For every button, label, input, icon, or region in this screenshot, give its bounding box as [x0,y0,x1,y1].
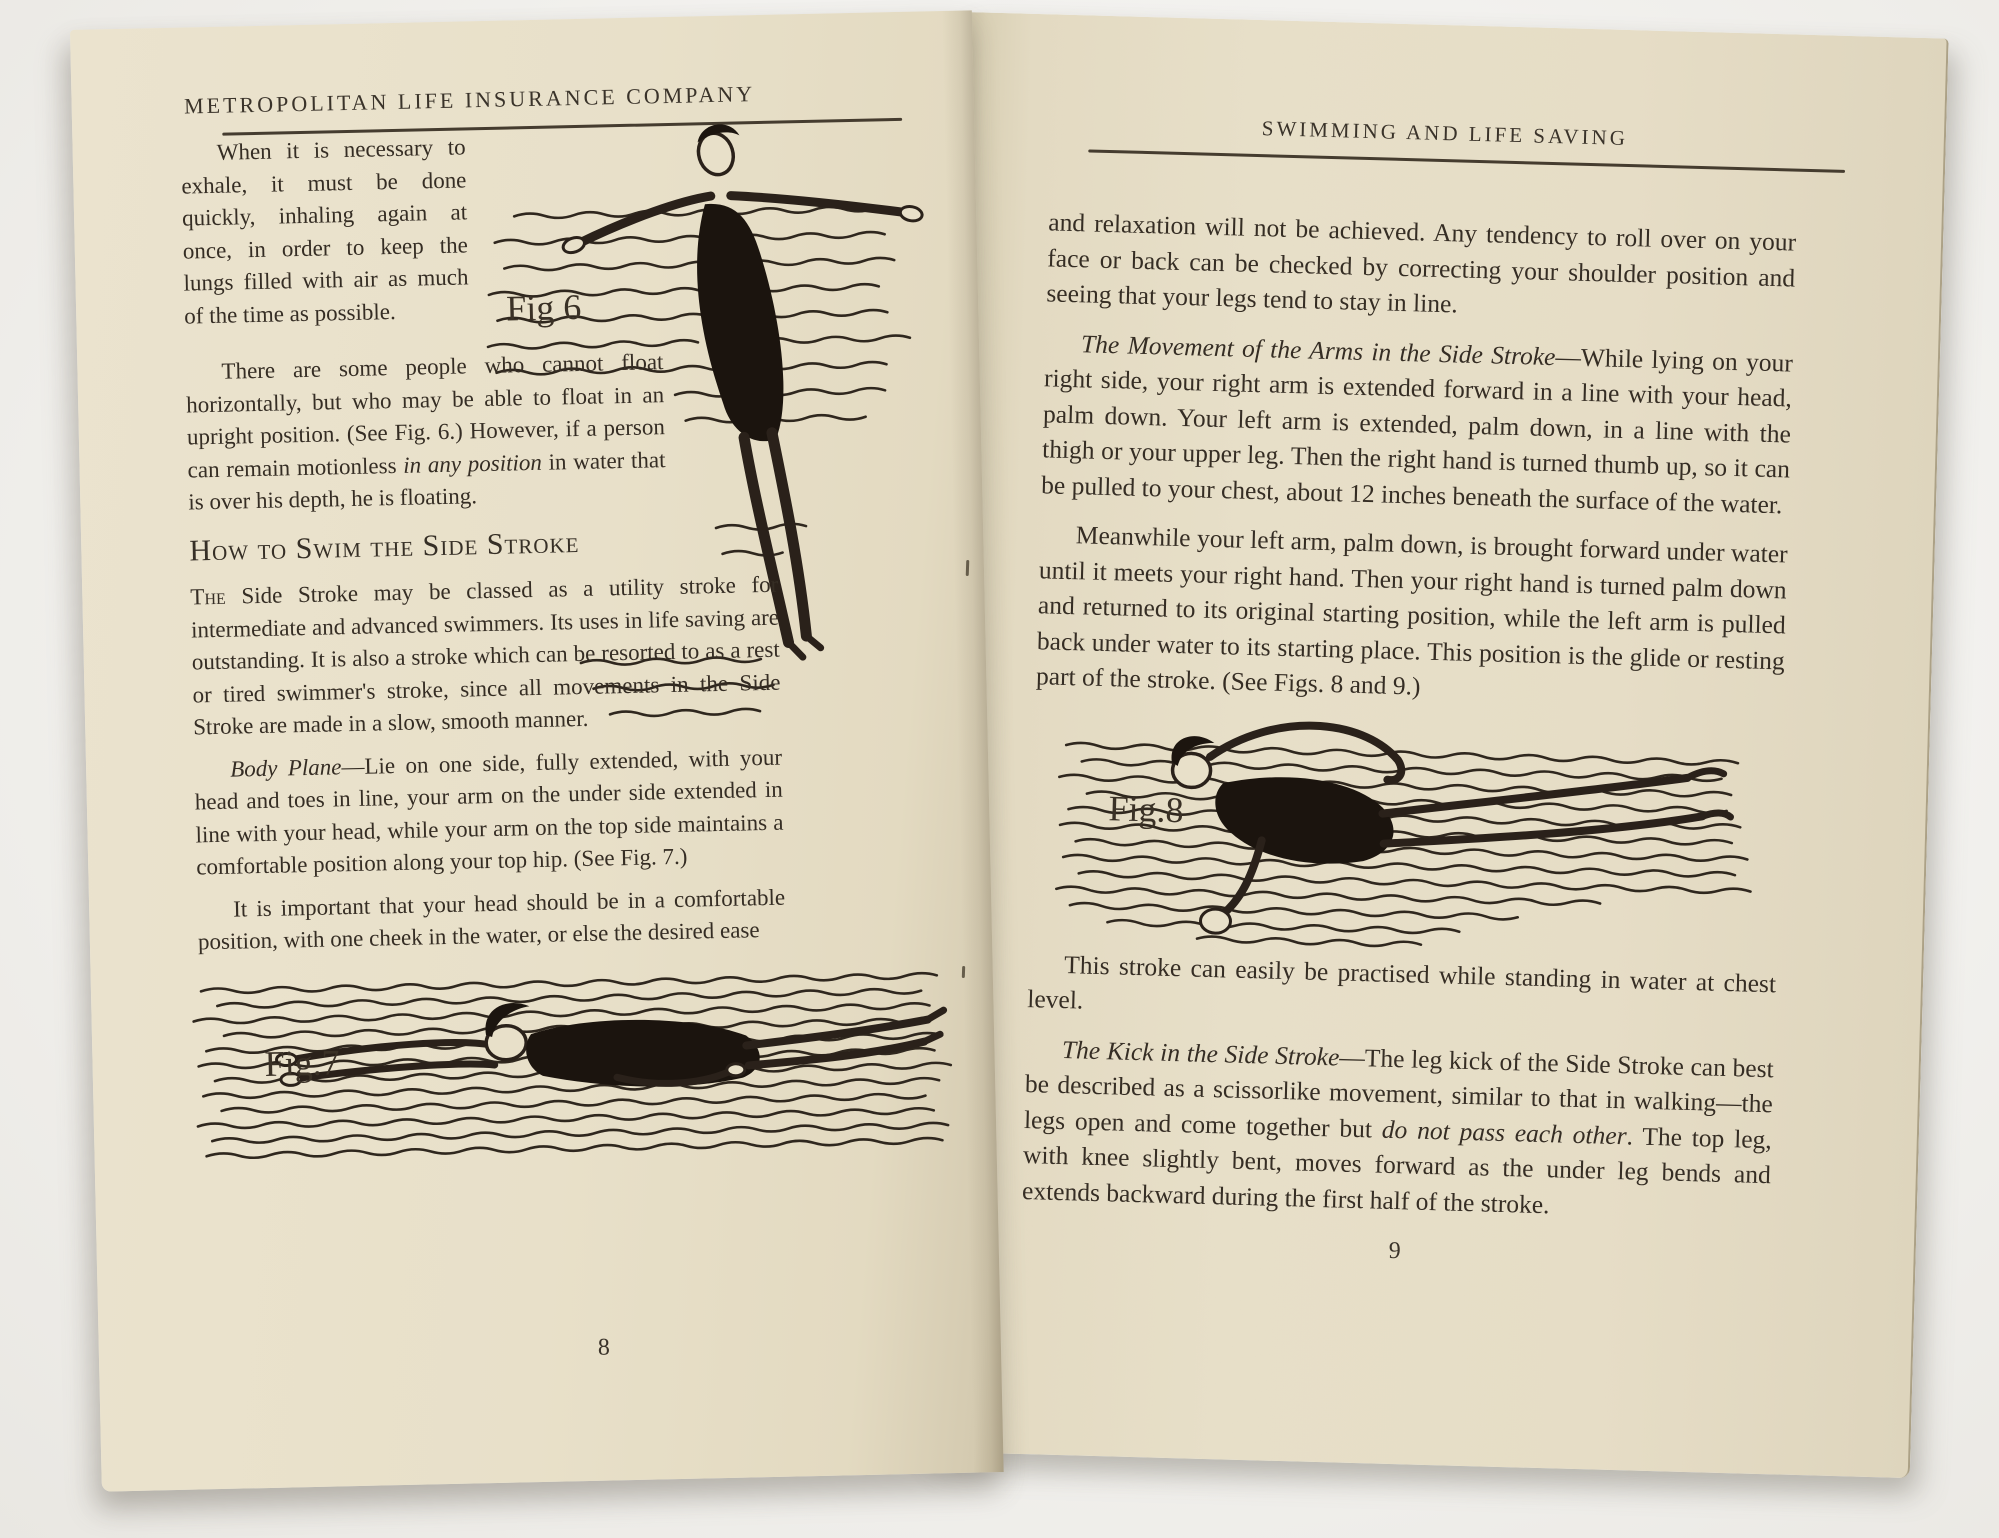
page-number-left: 8 [597,1334,611,1361]
italic-phrase: in any position [402,449,543,478]
paragraph-floating [185,346,666,519]
italic-lead: The Kick in the Side Stroke [1061,1034,1340,1072]
spine-stitch-bottom [962,966,965,978]
text-segment: When it is necessary to exhale, it must be done quickly, inhaling again at once, in order to keep the lungs filled with air as much of the time as possible. [181,134,469,329]
figure-7-illustration [184,948,968,1170]
paragraph-side-stroke [190,569,781,744]
running-head-left: METROPOLITAN LIFE INSURANCE COMPANY [183,81,756,119]
text-segment: . The top leg, with knee slightly bent, moves forward as the under leg bends and extends backward during the first half of the stroke. [1021,1120,1773,1219]
paragraph-kick [1022,1031,1775,1229]
text-segment: This stroke can easily be practised while standing in water at chest level. [1026,949,1777,1015]
spine-stitch-top [966,560,970,576]
paragraph-body-plane [194,741,785,884]
paragraph-relaxation [1046,204,1797,331]
text-segment: —The leg kick of the Side Stroke can best be described as a scissorlike movement, similar to that in walking—the legs open and come together but [1023,1042,1775,1144]
paragraph-meanwhile [1036,516,1789,714]
text-segment: Side Stroke may be classed as a utility stroke for intermediate and advanced swimmers. Its uses in life saving are outstanding. It is also a stroke which can be resorted to as a rest or tired swimmer's stroke, since all movements in the Side Stroke are made in a slow, smooth manner. [190,571,781,740]
left-page [70,10,1004,1491]
paragraph-exhale [180,131,469,332]
paragraph-practise [1027,946,1777,1037]
text-segment: Meanwhile your left arm, palm down, is brought forward under water until it meets your right hand. Then your right hand is turned palm down and returned to its original starting position, while the left arm is pulled back under water to its starting place. This position is the glide or resting part of the stroke. (See Figs. 8 and 9.) [1035,520,1789,701]
paragraph-arm-movement [1041,325,1794,523]
text-segment: —Lie on one side, fully extended, with your head and toes in line, your arm on the under side extended in line with your head, while your arm on the top side maintains a comfortable position along your top hip. (See Fig. 7.) [194,744,784,880]
text-segment: It is important that your head should be in a comfortable position, with one cheek in the water, or else the desired ease [197,884,786,955]
italic-lead: Body Plane [229,753,342,782]
right-page [925,12,1949,1478]
text-segment: in water that is over his depth, he is floating. [188,446,666,515]
fig8-caption: Fig.8 [1107,787,1185,830]
figure-8-illustration [1047,700,1773,959]
running-head-right: SWIMMING AND LIFE SAVING [1261,116,1629,151]
fig7-caption: Fig.7 [264,1041,341,1084]
fig6-caption: Fig 6 [505,286,582,329]
text-segment: There are some people who cannot float horizontally, but who may be able to float in an upright position. (See Fig. 6.) However, if a person can remain motionless [185,349,666,483]
section-heading: How to Swim the Side Stroke [189,525,580,568]
page-number-right: 9 [1388,1237,1401,1265]
text-segment: and relaxation will not be achieved. Any tendency to roll over on your face or back can be checked by correcting your shoulder position and seeing that your legs tend to stay in line. [1046,207,1797,319]
left-page-content [180,125,790,1170]
text-segment: —While lying on your right side, your right arm is extended forward in a line with your head, palm down. Your left arm is extended, palm down, in a line with the thigh or your upper leg. Then the right hand is turned thumb up, so it can be pulled to your chest, about 12 inches beneath the surface of the water. [1040,341,1794,519]
paragraph-important [197,881,786,959]
smallcaps-lead: The [190,583,227,610]
swimmer-figure [275,993,945,1094]
italic-phrase: do not pass each other [1381,1114,1627,1150]
italic-lead: The Movement of the Arms in the Side Stroke [1080,328,1556,371]
right-page-content [1020,204,1796,1279]
